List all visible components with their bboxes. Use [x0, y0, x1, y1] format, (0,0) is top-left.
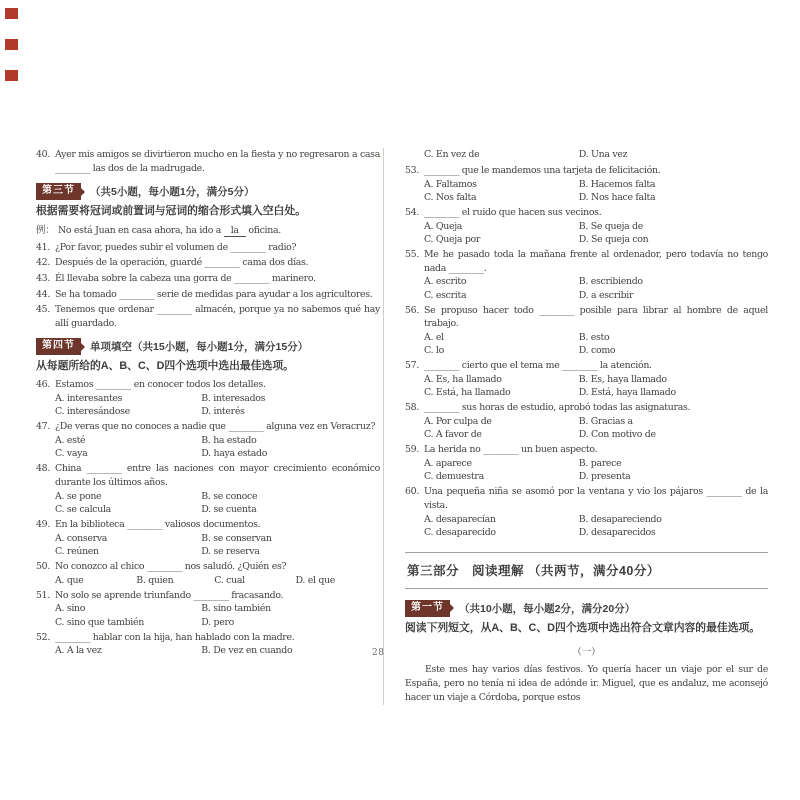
question-49	[36, 518, 380, 558]
option: C. desaparecido	[424, 526, 496, 538]
question-row	[36, 241, 380, 255]
question-text: ¿De veras que no conoces a nadie que ________ alguna vez en Veracruz?	[55, 421, 376, 433]
option: B. desapareciendo	[578, 513, 662, 525]
question-51	[36, 589, 380, 629]
example-answer: la	[224, 225, 246, 237]
red-edge-mark	[5, 70, 18, 81]
options-row	[405, 275, 768, 301]
question-row	[36, 378, 380, 392]
option: A. Queja	[424, 220, 463, 232]
question-46	[36, 378, 380, 418]
question-52	[36, 631, 380, 658]
option: B. se conoce	[201, 490, 258, 502]
question-row	[36, 303, 380, 330]
section-3-instruction: 根据需要将冠词或前置词与冠词的缩合形式填入空白处。	[36, 205, 306, 218]
right-column	[405, 148, 768, 705]
options-row	[405, 457, 768, 483]
question-number: 57.	[405, 360, 420, 372]
example-pre: No está Juan en casa ahora, ha ido a	[58, 225, 224, 237]
question-48	[36, 462, 380, 516]
question-44	[36, 288, 380, 302]
option: C. En vez de	[424, 149, 480, 160]
option: D. Una vez	[578, 149, 628, 160]
options-row	[405, 331, 768, 357]
question-number: 49.	[36, 518, 51, 530]
question-row	[36, 420, 380, 434]
section-4-title: 单项填空（共15小题，每小题1分，满分15分）	[90, 341, 309, 354]
section-1-instruction: 阅读下列短文，从A、B、C、D四个选项中选出符合文章内容的最佳选项。	[405, 621, 761, 634]
option: B. sino también	[201, 603, 271, 615]
options-row	[405, 220, 768, 246]
option: C. vaya	[55, 448, 88, 460]
question-42	[36, 256, 380, 270]
question-50	[36, 560, 380, 587]
question-59	[405, 443, 768, 483]
section-3-header	[36, 183, 380, 200]
section-1-header	[405, 600, 768, 617]
example-text	[58, 224, 380, 238]
option: C. A favor de	[424, 429, 482, 441]
options-row	[36, 532, 380, 558]
question-row	[36, 148, 380, 175]
question-text: En la biblioteca ________ valiosos documentos.	[55, 518, 261, 530]
options-row	[36, 490, 380, 516]
option: A. se pone	[55, 490, 102, 502]
question-text: No solo se aprende triunfando ________ fracasando.	[55, 589, 284, 601]
option: B. Gracias a	[578, 415, 633, 427]
option: A. Es, ha llamado	[424, 373, 502, 385]
question-text: Después de la operación, guardé ________ cama dos días.	[55, 257, 309, 269]
option: B. parece	[578, 457, 622, 469]
example-row	[36, 224, 380, 238]
question-57	[405, 359, 768, 399]
question-number: 41.	[36, 241, 51, 253]
question-number: 43.	[36, 272, 51, 284]
section-3-meta: （共5小题，每小题1分，满分5分）	[90, 186, 255, 199]
options-row	[405, 415, 768, 441]
question-40	[36, 148, 380, 175]
option: C. se calcula	[55, 503, 111, 515]
question-row	[405, 359, 768, 373]
question-number: 45.	[36, 304, 51, 316]
question-row	[405, 485, 768, 512]
question-text: Se propuso hacer todo ________ posible para librar al hombre de aquel trabajo.	[424, 304, 768, 330]
option: D. Con motivo de	[578, 429, 656, 441]
question-41	[36, 241, 380, 255]
example-label: 例：	[36, 225, 55, 237]
option: A. conserva	[55, 532, 108, 544]
options-row	[405, 513, 768, 539]
options-row	[36, 602, 380, 628]
question-43	[36, 272, 380, 286]
red-edge-mark	[5, 8, 18, 19]
page-columns	[36, 148, 768, 705]
example-post: oficina.	[245, 225, 281, 237]
option: A. que	[55, 574, 84, 586]
question-text: La herida no ________ un buen aspecto.	[424, 444, 598, 456]
question-text: Estamos ________ en conocer todos los detalles.	[55, 379, 266, 391]
section-4-badge: 第四节	[36, 338, 81, 355]
option: C. sino que también	[55, 616, 144, 628]
option: B. Se queja de	[578, 220, 644, 232]
question-number: 52.	[36, 631, 51, 643]
passage-number: （一）	[572, 646, 601, 658]
page-number: 28	[372, 648, 385, 658]
section-1-meta: （共10小题，每小题2分，满分20分）	[459, 602, 636, 615]
page-edge-marks	[5, 8, 18, 101]
option: A. Por culpa de	[424, 415, 492, 427]
option: D. como	[578, 345, 616, 357]
question-row	[36, 272, 380, 286]
options-row	[36, 574, 380, 587]
option: A. el	[424, 331, 444, 343]
question-row	[36, 589, 380, 603]
question-row	[405, 206, 768, 220]
question-number: 42.	[36, 257, 51, 269]
option: D. presenta	[578, 471, 631, 483]
question-number: 50.	[36, 560, 51, 572]
question-58	[405, 401, 768, 441]
question-row	[36, 256, 380, 270]
option: B. De vez en cuando	[201, 645, 293, 657]
question-number: 55.	[405, 249, 420, 261]
question-row	[405, 304, 768, 331]
question-row	[36, 560, 380, 574]
option: C. Está, ha llamado	[424, 387, 511, 399]
question-number: 51.	[36, 589, 51, 601]
question-number: 58.	[405, 402, 420, 414]
part-3-heading: 第三部分 阅读理解 （共两节，满分40分）	[405, 552, 768, 589]
mcq-list-right	[405, 164, 768, 539]
question-text: ________ cierto que el tema me ________ la atención.	[424, 360, 652, 372]
option: A. interesantes	[55, 392, 123, 404]
option: B. se conservan	[201, 532, 272, 544]
section-1-badge: 第一节	[405, 600, 450, 617]
mcq-list-left	[36, 378, 380, 657]
option: A. Faltamos	[424, 178, 477, 190]
option: C. reúnen	[55, 545, 99, 557]
option: A. esté	[55, 434, 86, 446]
option: C. cual	[214, 574, 245, 586]
options-row	[36, 644, 380, 657]
question-number: 44.	[36, 288, 51, 300]
question-55	[405, 248, 768, 302]
question-text: ________ sus horas de estudio, aprobó todas las asignaturas.	[424, 402, 691, 414]
option: A. escrito	[424, 276, 467, 288]
question-text: ¿Por favor, puedes subir el volumen de ________ radio?	[55, 241, 297, 253]
question-47	[36, 420, 380, 460]
question-number: 48.	[36, 463, 51, 475]
section-4-instruction: 从每题所给的A、B、C、D四个选项中选出最佳选项。	[36, 360, 294, 373]
option: D. Nos hace falta	[578, 192, 656, 203]
option: D. Se queja con	[578, 234, 649, 245]
question-56	[405, 304, 768, 358]
option: D. pero	[201, 616, 234, 628]
option: B. Hacemos falta	[578, 178, 656, 190]
option: D. interés	[201, 406, 245, 418]
passage-text: Este mes hay varios días festivos. Yo quería hacer un viaje por el sur de España, pero no tenía ni idea de adónde ir. Miguel, que es andaluz, me aconsejó hacer un viaje a Córdoba, porque estos	[405, 663, 768, 703]
option: B. interesados	[201, 392, 266, 404]
option: B. escribiendo	[578, 276, 643, 288]
question-text: China ________ entre las naciones con mayor crecimiento económico durante los últimos años.	[55, 463, 380, 488]
question-number: 40.	[36, 149, 51, 160]
question-number: 47.	[36, 421, 51, 433]
option: D. haya estado	[201, 448, 268, 460]
question-number: 56.	[405, 304, 420, 316]
option: D. desaparecidos	[578, 526, 656, 538]
red-edge-mark	[5, 39, 18, 50]
question-text: ________ hablar con la hija, han hablado con la madre.	[55, 631, 295, 643]
question-60	[405, 485, 768, 539]
question-number: 60.	[405, 486, 420, 498]
column-divider	[383, 148, 384, 705]
option: B. quien	[136, 574, 174, 586]
option: D. se cuenta	[201, 503, 257, 515]
question-45	[36, 303, 380, 330]
question-text: ________ que le mandemos una tarjeta de felicitación.	[424, 165, 661, 177]
question-text: Tenemos que ordenar ________ almacén, porque ya no sabemos qué hay allí guardado.	[55, 304, 380, 329]
question-row	[36, 518, 380, 532]
question-row	[36, 631, 380, 645]
option: D. se reserva	[201, 545, 260, 557]
options-row	[36, 434, 380, 460]
option: C. escrita	[424, 289, 467, 301]
question-number: 46.	[36, 379, 51, 391]
option: C. Queja por	[424, 234, 481, 245]
question-52-continued-options	[405, 148, 768, 161]
option: A. aparece	[424, 457, 472, 469]
option: D. a escribir	[578, 289, 634, 301]
question-row	[405, 164, 768, 178]
question-text: Se ha tomado ________ serie de medidas para ayudar a los agricultores.	[55, 288, 373, 300]
question-text: No conozco al chico ________ nos saludó. ¿Quién es?	[55, 560, 287, 572]
question-row	[405, 401, 768, 415]
option: D. el que	[295, 574, 336, 586]
question-53	[405, 164, 768, 204]
fill-in-question-list	[36, 241, 380, 331]
question-row	[405, 248, 768, 275]
option: A. desaparecían	[424, 513, 496, 525]
question-text: ________ el ruido que hacen sus vecinos.	[424, 207, 602, 219]
question-number: 54.	[405, 207, 420, 219]
option: C. interesándose	[55, 406, 130, 418]
question-text: Ayer mis amigos se divirtieron mucho en la fiesta y no regresaron a casa ________ las dos de la madrugade.	[55, 149, 380, 174]
question-row	[36, 288, 380, 302]
section-4-header	[36, 338, 380, 355]
question-text: Una pequeña niña se asomó por la ventana y vio los pájaros ________ de la vista.	[424, 486, 768, 511]
section-3-badge: 第三节	[36, 183, 81, 200]
question-row	[405, 443, 768, 457]
option: A. sino	[55, 603, 86, 615]
option: A. A la vez	[55, 645, 102, 657]
question-54	[405, 206, 768, 246]
option: C. lo	[424, 345, 444, 357]
option: B. Es, haya llamado	[578, 373, 667, 385]
option: D. Está, haya llamado	[578, 387, 676, 399]
question-text: Me he pasado toda la mañana frente al ordenador, pero todavía no tengo nada ________.	[424, 249, 768, 274]
question-row	[36, 462, 380, 489]
option: B. esto	[578, 331, 610, 343]
options-row	[405, 373, 768, 399]
left-column	[36, 148, 380, 705]
question-number: 53.	[405, 165, 420, 177]
options-row	[405, 178, 768, 204]
question-text: Él llevaba sobre la cabeza una gorra de ________ marinero.	[55, 272, 316, 284]
option: C. demuestra	[424, 471, 484, 483]
option: C. Nos falta	[424, 192, 477, 203]
question-number: 59.	[405, 444, 420, 456]
option: B. ha estado	[201, 434, 257, 446]
options-row	[36, 392, 380, 418]
